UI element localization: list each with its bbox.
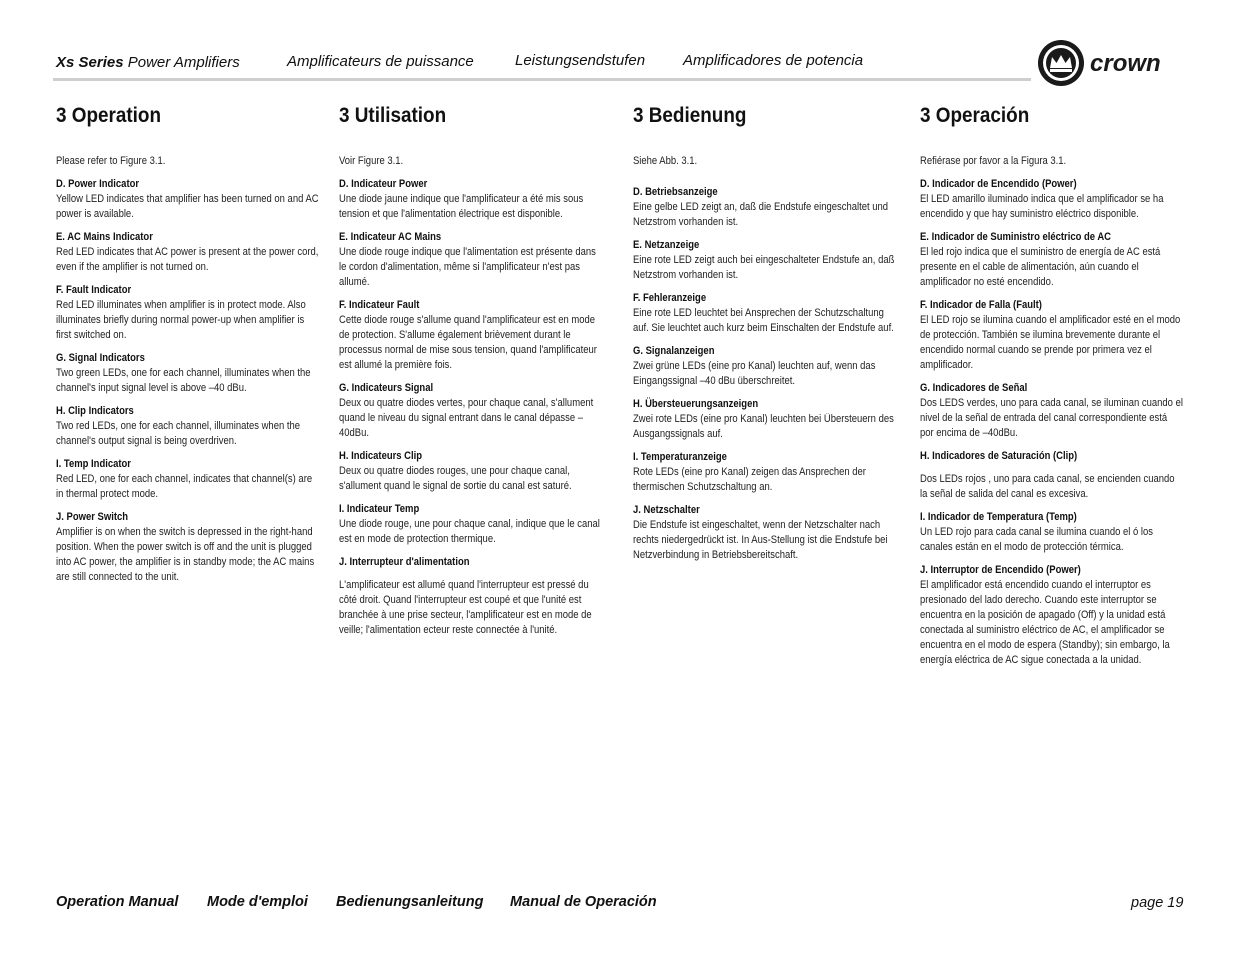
indicator-section <box>633 238 899 283</box>
indicator-heading: F. Indicateur Fault <box>339 299 420 311</box>
indicator-section <box>633 503 899 563</box>
indicator-heading: J. Power Switch <box>56 511 129 523</box>
indicator-description: Un LED rojo para cada canal se ilumina cuando el ó los canales están en el modo de protección térmica. <box>920 526 1153 553</box>
indicator-description: El amplificador está encendido cuando el interruptor es presionado del lado derecho. Cuando este interruptor se encuentra en la posición de apagado (Off) y la unidad está conectada al suministro eléctrico de AC, el amplificador se encuentra en el modo de espera (Standby); sin embargo, la energía eléctrica de AC sigue conectada a la unidad. <box>920 579 1170 666</box>
column-english <box>56 104 322 593</box>
indicator-description: Two green LEDs, one for each channel, illuminates when the channel's input signal level is above –40 dBu. <box>56 367 311 394</box>
intro-text: Refiérase por favor a la Figura 3.1. <box>920 155 1067 167</box>
header-spanish: Amplificadores de potencia <box>683 52 864 69</box>
indicator-heading: J. Interruptor de Encendido (Power) <box>920 564 1081 576</box>
indicator-section <box>920 510 1186 555</box>
intro-text: Please refer to Figure 3.1. <box>56 155 166 167</box>
indicator-description: Dos LEDs rojos , uno para cada canal, se encienden cuando la señal de salida del canal es excesiva. <box>920 473 1175 500</box>
indicator-section <box>920 177 1186 222</box>
indicator-description: El LED amarillo iluminado indica que el amplificador se ha encendido y que hay suministro eléctrico disponible. <box>920 193 1164 220</box>
indicator-heading: I. Temperaturanzeige <box>633 451 727 463</box>
indicator-heading: E. Netzanzeige <box>633 239 700 251</box>
indicator-heading: J. Netzschalter <box>633 504 700 516</box>
indicator-section <box>633 450 899 495</box>
column-spanish <box>920 104 1186 676</box>
indicator-heading: D. Power Indicator <box>56 178 140 190</box>
indicator-section <box>920 298 1186 373</box>
indicator-section <box>633 185 899 230</box>
indicator-heading: D. Indicador de Encendido (Power) <box>920 178 1077 190</box>
indicator-section <box>56 510 322 585</box>
intro-text: Voir Figure 3.1. <box>339 155 404 167</box>
section-title: 3 Operation <box>56 104 162 127</box>
indicator-heading: I. Temp Indicator <box>56 458 131 470</box>
indicator-description: Une diode jaune indique que l'amplificateur a été mis sous tension et que l'alimentation électrique est disponible. <box>339 193 584 220</box>
indicator-description: Rote LEDs (eine pro Kanal) zeigen das Ansprechen der thermischen Schutzschaltung an. <box>633 466 866 493</box>
series-name: Xs Series <box>56 54 124 71</box>
indicator-description: Dos LEDS verdes, uno para cada canal, se iluminan cuando el nivel de la señal de entrada del canal correspondiente está por encima de –40dBu. <box>920 397 1183 439</box>
indicator-description: Eine rote LED leuchtet bei Ansprechen der Schutzschaltung auf. Sie leuchtet auch kurz beim Einschalten der Endstufe auf. <box>633 307 894 334</box>
indicator-description: Une diode rouge, une pour chaque canal, indique que le canal est en mode de protection thermique. <box>339 518 600 545</box>
indicator-heading: H. Clip Indicators <box>56 405 134 417</box>
indicator-description: El LED rojo se ilumina cuando el amplificador esté en el modo de protección. También se ilumina brevemente durante el encendido normal cuando se prende por primera vez el amplificador. <box>920 314 1181 371</box>
indicator-section <box>56 457 322 502</box>
indicator-heading: F. Fault Indicator <box>56 284 132 296</box>
indicator-description: Two red LEDs, one for each channel, illuminates when the channel's output signal is being overdriven. <box>56 420 300 447</box>
indicator-description: El led rojo indica que el suministro de energía de AC está presente en el cable de alimentación, aún cuando el amplificador no esté encendido. <box>920 246 1161 288</box>
indicator-heading: I. Indicador de Temperatura (Temp) <box>920 511 1077 523</box>
crown-emblem-icon <box>1036 38 1186 88</box>
indicator-description: Red LED indicates that AC power is present at the power cord, even if the amplifier is not turned on. <box>56 246 319 273</box>
indicator-section <box>920 563 1186 668</box>
indicator-section <box>920 381 1186 441</box>
indicator-section <box>339 177 605 222</box>
indicator-heading: H. Indicadores de Saturación (Clip) <box>920 450 1078 462</box>
section-title: 3 Utilisation <box>339 104 447 127</box>
indicator-section <box>56 177 322 222</box>
indicator-description: Red LED illuminates when amplifier is in protect mode. Also illuminates briefly during normal power-up when amplifier is first switched on. <box>56 299 306 341</box>
header-french: Amplificateurs de puissance <box>287 53 474 70</box>
indicator-section <box>339 298 605 373</box>
header-series <box>56 54 240 71</box>
series-subtitle: Power Amplifiers <box>123 54 240 71</box>
indicator-description: Die Endstufe ist eingeschaltet, wenn der Netzschalter nach rechts niedergedrückt ist. In Aus-Stellung ist die Endstufe bei Netzverbindung in Betriebsbereitschaft. <box>633 519 888 561</box>
indicator-heading: E. Indicador de Suministro eléctrico de AC <box>920 231 1112 243</box>
indicator-section <box>56 351 322 396</box>
indicator-description: Zwei grüne LEDs (eine pro Kanal) leuchten auf, wenn das Eingangssignal –40 dBu überschreitet. <box>633 360 876 387</box>
brand-wordmark: crown <box>1090 50 1161 77</box>
indicator-heading: D. Betriebsanzeige <box>633 186 718 198</box>
indicator-section <box>56 404 322 449</box>
indicator-heading: E. AC Mains Indicator <box>56 231 153 243</box>
column-german <box>633 104 899 571</box>
indicator-section <box>339 230 605 290</box>
indicator-heading: G. Indicadores de Señal <box>920 382 1028 394</box>
indicator-description: Zwei rote LEDs (eine pro Kanal) leuchten bei Übersteuern des Ausgangssignals auf. <box>633 413 894 440</box>
indicator-section <box>339 381 605 441</box>
indicator-description: Deux ou quatre diodes vertes, pour chaque canal, s'allument quand le niveau du signal entrant dans le canal dépasse –40dBu. <box>339 397 594 439</box>
indicator-section <box>339 502 605 547</box>
indicator-description: L'amplificateur est allumé quand l'interrupteur est pressé du côté droit. Quand l'interrupteur est coupé et que l'unité est branchée à une prise secteur, l'amplificateur est en mode de veille; l'alimentation ecteur reste connectée à l'unité. <box>339 579 592 636</box>
indicator-description: Une diode rouge indique que l'alimentation est présente dans le cordon d'alimentation, même si l'amplificateur n'est pas allumé. <box>339 246 596 288</box>
indicator-section <box>920 230 1186 290</box>
footer-german: Bedienungsanleitung <box>336 894 484 910</box>
indicator-description: Amplifier is on when the switch is depressed in the right-hand position. When the power switch is off and the unit is plugged into AC power, the amplifier is in standby mode; the AC mains are still connected to the unit. <box>56 526 315 583</box>
indicator-section <box>56 230 322 275</box>
indicator-heading: F. Fehleranzeige <box>633 292 707 304</box>
page-number: page 19 <box>1131 895 1184 911</box>
indicator-heading: F. Indicador de Falla (Fault) <box>920 299 1042 311</box>
indicator-heading: G. Signalanzeigen <box>633 345 715 357</box>
indicator-description: Eine gelbe LED zeigt an, daß die Endstufe eingeschaltet und Netzstrom vorhanden ist. <box>633 201 889 228</box>
indicator-section <box>633 397 899 442</box>
header-divider <box>53 78 1031 81</box>
indicator-heading: H. Indicateurs Clip <box>339 450 423 462</box>
indicator-section <box>56 283 322 343</box>
indicator-heading: G. Indicateurs Signal <box>339 382 434 394</box>
crown-logo <box>1036 38 1186 88</box>
indicator-section <box>920 449 1186 502</box>
header-german: Leistungsendstufen <box>515 52 646 69</box>
indicator-description: Yellow LED indicates that amplifier has been turned on and AC power is available. <box>56 193 319 220</box>
footer-english: Operation Manual <box>56 894 179 910</box>
indicator-description: Red LED, one for each channel, indicates that channel(s) are in thermal protect mode. <box>56 473 313 500</box>
footer-spanish: Manual de Operación <box>510 894 657 910</box>
indicator-heading: E. Indicateur AC Mains <box>339 231 442 243</box>
indicator-heading: G. Signal Indicators <box>56 352 145 364</box>
indicator-description: Deux ou quatre diodes rouges, une pour chaque canal, s'allument quand le signal de sortie du canal est saturé. <box>339 465 572 492</box>
indicator-section <box>339 449 605 494</box>
indicator-heading: I. Indicateur Temp <box>339 503 420 515</box>
intro-text: Siehe Abb. 3.1. <box>633 155 698 167</box>
column-french <box>339 104 605 646</box>
indicator-description: Eine rote LED zeigt auch bei eingeschalteter Endstufe an, daß Netzstrom vorhanden ist. <box>633 254 895 281</box>
footer-french: Mode d'emploi <box>207 894 308 910</box>
indicator-heading: D. Indicateur Power <box>339 178 428 190</box>
indicator-description: Cette diode rouge s'allume quand l'amplificateur est en mode de protection. S'allume également brièvement durant le processus normal de mise sous tension, quand l'amplificateur est allumé la première fois. <box>339 314 597 371</box>
indicator-heading: J. Interrupteur d'alimentation <box>339 556 470 568</box>
indicator-section <box>633 291 899 336</box>
indicator-section <box>633 344 899 389</box>
indicator-heading: H. Übersteuerungsanzeigen <box>633 398 759 410</box>
indicator-section <box>339 555 605 638</box>
section-title: 3 Bedienung <box>633 104 747 127</box>
section-title: 3 Operación <box>920 104 1030 127</box>
